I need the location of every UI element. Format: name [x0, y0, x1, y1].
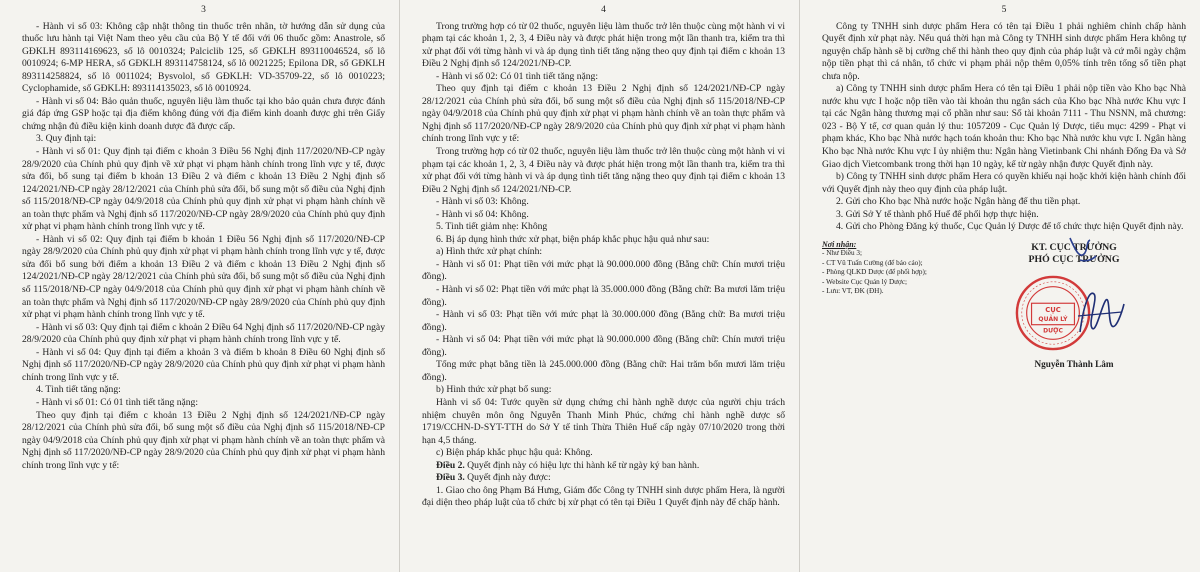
signer-name: Nguyễn Thành Lâm — [1034, 358, 1114, 369]
signature-block — [822, 240, 1186, 390]
recipient-item: - Lưu: VT, ĐK (ĐH). — [822, 287, 884, 296]
paragraph: Theo quy định tại điểm c khoản 13 Điều 2 Nghị định số 124/2021/NĐ-CP ngày 28/12/2021 của Chính phủ sửa đổi, bổ sung một số điều của Nghị định số 115/2018/NĐ-CP ngày 04/9/2018 của Chính phủ quy định xử phạt vi phạm hành chính về an toàn thực phẩm và Nghị định số 117/2020/NĐ-CP ngày 28/9/2020 của Chính phủ quy định xử phạt vi phạm hành chính trong lĩnh vực y tế: — [422, 83, 785, 145]
signer-title-1: KT. CỤC TRƯỞNG — [1031, 241, 1117, 253]
paragraph: - Hành vi số 04: Bảo quản thuốc, nguyên liệu làm thuốc tại kho bảo quản chưa được đánh giá đáp ứng GSP hoặc tại địa điểm không đúng với địa điểm kinh doanh được ghi trên Giấy chứng nhận đủ điều kiện kinh doanh dược đã được cấp. — [22, 95, 385, 132]
recipients-label: Nơi nhận: — [822, 239, 857, 249]
svg-text:QUẢN LÝ: QUẢN LÝ — [1038, 315, 1068, 323]
paragraph: 5. Tình tiết giảm nhẹ: Không — [436, 221, 548, 233]
article-3-item-1: 1. Giao cho ông Phạm Bá Hưng, Giám đốc Công ty TNHH sinh dược phẩm Hera, là người đại diện theo pháp luật của tổ chức bị xử phạt có tên tại Điều 1 Quyết định này để chấp hành. — [422, 484, 785, 509]
paragraph: Tổng mức phạt bằng tiền là 245.000.000 đồng (Bằng chữ: Hai trăm bốn mươi lăm triệu đồng). — [422, 359, 785, 383]
paragraph: Công ty TNHH sinh dược phẩm Hera có tên tại Điều 1 phải nghiêm chỉnh chấp hành Quyết định xử phạt này. Nếu quá thời hạn mà Công ty TNHH sinh dược phẩm Hera không tự nguyện chấp hành sẽ bị cưỡng chế thi hành theo quy định của pháp luật và cứ mỗi ngày chậm nộp tiền phạt thì cá nhân, tổ chức vi phạm phải nộp thêm 0,05% tính trên tổng số tiền phạt chưa nộp. — [822, 20, 1186, 82]
recipient-item: - Như Điều 3; — [822, 249, 863, 258]
paragraph: 2. Gửi cho Kho bạc Nhà nước hoặc Ngân hàng để thu tiền phạt. — [836, 196, 1081, 208]
recipient-item: - Phòng QLKD Dược (để phối hợp); — [822, 268, 927, 277]
signer-title-2: PHÓ CỤC TRƯỞNG — [1028, 254, 1120, 266]
paragraph: 4. Gửi cho Phòng Đăng ký thuốc, Cục Quản lý Dược để tổ chức thực hiện Quyết định này. — [836, 221, 1184, 233]
paragraph: - Hành vi số 02: Quy định tại điểm b khoản 1 Điều 56 Nghị định số 117/2020/NĐ-CP ngày 28/9/2020 của Chính phủ quy định xử phạt vi phạm hành chính trong lĩnh vực y tế, được sửa đổi bổ sung bởi điểm a khoản 13 Điều 2 và điểm c khoản 13 Điều 2 Nghị định số 124/2021/NĐ-CP ngày 28/12/2021 của Chính phủ sửa đổi, bổ sung một số điều của Nghị định số 115/2018/NĐ-CP ngày 04/9/2018 của Chính phủ quy định xử phạt vi phạm hành chính về an toàn thực phẩm và Nghị định số 117/2020/NĐ-CP ngày 28/9/2020 của Chính phủ quy định xử phạt vi phạm hành chính trong lĩnh vực y tế. — [22, 233, 385, 321]
recipient-item: - CT Vũ Tuấn Cường (để báo cáo); — [822, 258, 923, 267]
page-4-body — [422, 21, 785, 510]
article-3 — [422, 472, 785, 485]
paragraph: Trong trường hợp có từ 02 thuốc, nguyên liệu làm thuốc trở lên thuộc cùng một hành vi vi phạm tại các khoản 1, 2, 3, 4 Điều này và được phát hiện trong một lần thanh tra, kiểm tra thì xử phạt đối với từng hành vi và áp dụng tình tiết tăng nặng theo quy định tại điểm c khoản 13 Điều 2 Nghị định số 124/2021/NĐ-CP. — [422, 20, 785, 70]
paragraph: b) Công ty TNHH sinh dược phẩm Hera có quyền khiếu nại hoặc khởi kiện hành chính đối với Quyết định này theo quy định của pháp luật. — [822, 171, 1186, 195]
paragraph: b) Hình thức xử phạt bổ sung: — [436, 384, 552, 396]
page-3-body — [22, 21, 385, 473]
paragraph: - Hành vi số 03: Phạt tiền với mức phạt là 30.000.000 đồng (Bằng chữ: Ba mươi triệu đồng). — [422, 309, 785, 333]
paragraph: - Hành vi số 04: Phạt tiền với mức phạt là 90.000.000 đồng (Bằng chữ: Chín mươi triệu đồng). — [422, 334, 785, 358]
page-number: 4 — [601, 5, 606, 15]
article-2 — [422, 460, 785, 473]
article-2-label: Điều 2. — [436, 459, 465, 471]
paragraph: - Hành vi số 04: Quy định tại điểm a khoản 3 và điểm b khoản 8 Điều 60 Nghị định số Nghị định số 117/2020/NĐ-CP ngày 28/9/2020 của Chính phủ quy định xử phạt vi phạm hành chính trong lĩnh vực y tế. — [22, 346, 385, 383]
paragraph: - Hành vi số 01: Quy định tại điểm c khoản 3 Điều 56 Nghị định 117/2020/NĐ-CP ngày 28/9/2020 của Chính phủ quy định về xử phạt vi phạm hành chính trong lĩnh vực y tế, được sửa đổi, bổ sung tại điểm b khoản 13 Điều 2 và điểm c khoản 13 Điều 2 Nghị định số 124/2021/NĐ-CP ngày 28/12/2021 của Chính phủ sửa đổi, bổ sung một số điều của Nghị định số 115/2018/NĐ-CP ngày 04/9/2018 của Chính phủ quy định xử phạt vi phạm hành chính về an toàn thực phẩm và Nghị định số 117/2020/NĐ-CP ngày 28/9/2020 của Chính phủ quy định xử phạt vi phạm hành chính trong lĩnh vực y tế. — [22, 146, 385, 233]
paragraph: Theo quy định tại điểm c khoản 13 Điều 2 Nghị định số 124/2021/NĐ-CP ngày 28/12/2021 của Chính phủ sửa đổi, bổ sung một số điều của Nghị định số 115/2018/NĐ-CP ngày 04/9/2018 của Chính phủ quy định xử phạt vi phạm hành chính về an toàn thực phẩm và Nghị định số 117/2020/NĐ-CP ngày 28/9/2020 của Chính phủ quy định xử phạt vi phạm hành chính trong lĩnh vực y tế: — [22, 409, 385, 471]
recipients-list — [822, 240, 962, 390]
paragraph: - Hành vi số 01: Có 01 tình tiết tăng nặng: — [36, 396, 199, 408]
paragraph: 3. Gửi Sở Y tế thành phố Huế để phối hợp thực hiện. — [836, 208, 1039, 220]
paragraph: - Hành vi số 02: Phạt tiền với mức phạt là 35.000.000 đồng (Bằng chữ: Ba mươi lăm triệu đồng). — [422, 284, 785, 308]
page-5 — [800, 0, 1200, 572]
paragraph: a) Công ty TNHH sinh dược phẩm Hera có tên tại Điều 1 phải nộp tiền vào Kho bạc Nhà nước khu vực I hoặc nộp tiền vào tài khoản thu ngân sách của Kho bạc Nhà nước Khu vực I tại các Ngân hàng thương mại cổ phần như sau: Số tài khoản 7111 - Thu NSNN, mã chương: 023 - Bộ Y tế, cơ quan quản lý thu: 1057209 - Cục Quản lý Dược, tiểu mục: 4299 - Phạt vi phạm khác, Kho bạc Nhà nước hạch toán khoản thu: Kho bạc Nhà nước khu vực I. Ngân hàng Kho bạc Nhà nước Khu vực I ủy nhiệm thu: Ngân hàng Vietinbank Chi nhánh Đống Đa và Sở Giao dịch Vietcombank trong thời hạn 10 ngày, kể từ ngày nhận được Quyết định này. — [822, 83, 1186, 170]
paragraph: - Hành vi số 03: Quy định tại điểm c khoản 2 Điều 64 Nghị định số 117/2020/NĐ-CP ngày 28/9/2020 của Chính phủ quy định xử phạt vi phạm hành chính trong lĩnh vực y tế. — [22, 321, 385, 346]
paragraph: a) Hình thức xử phạt chính: — [436, 246, 543, 258]
recipient-item: - Website Cục Quản lý Dược; — [822, 277, 908, 286]
paragraph: Trong trường hợp có từ 02 thuốc, nguyên liệu làm thuốc trở lên thuộc cùng một hành vi vi phạm tại các khoản 1, 2, 3, 4 Điều này và được phát hiện trong một lần thanh tra, kiểm tra thì xử phạt đối với từng hành vi và áp dụng tình tiết tăng nặng theo quy định tại điểm c khoản 13 Điều 2 Nghị định số 124/2021/NĐ-CP. — [422, 146, 785, 195]
paragraph: Hành vi số 04: Tước quyền sử dụng chứng chỉ hành nghề dược của người chịu trách nhiệm chuyên môn ông Nguyễn Thanh Minh Phúc, chứng chỉ hành nghề dược số 1719/CCHN-D-SYT-TTH do Sở Y tế tỉnh Thừa Thiên Huế cấp ngày 07/10/2020 trong thời hạn 4,5 tháng. — [422, 396, 785, 446]
paragraph: - Hành vi số 01: Phạt tiền với mức phạt là 90.000.000 đồng (Bằng chữ: Chín mươi triệu đồng). — [422, 258, 785, 283]
paragraph: 3. Quy định tại: — [36, 133, 97, 145]
signer — [962, 240, 1186, 390]
page-number: 5 — [1001, 5, 1007, 15]
paragraph: - Hành vi số 04: Không. — [436, 208, 529, 220]
svg-text:DƯỢC: DƯỢC — [1043, 327, 1063, 335]
remedy-line: c) Biện pháp khắc phục hậu quả: Không. — [436, 447, 593, 459]
article-3-label: Điều 3. — [436, 472, 465, 484]
paragraph: - Hành vi số 03: Không cập nhật thông tin thuốc trên nhãn, tờ hướng dẫn sử dụng của thuốc lưu hành tại Việt Nam theo yêu cầu của Bộ Y tế đối với 06 thuốc gồm: Anastrole, số GĐKLH 893114169623, số lô 0010324; Palciclib 125, số GĐKLH 893110046524, số lô 0010924; 6-MP HERA, số GĐKLH 893114758124, số lô 0021225; Epilona DR, số GĐKLH 893114258824, số lô 0011024; Bysvolol, số GĐKLH: VD-35709-22, số lô 0010223; Cyclophamide, số GĐKLH: 893114135023, số lô 0010924. — [22, 20, 385, 95]
paragraph: - Hành vi số 02: Có 01 tình tiết tăng nặng: — [436, 70, 599, 82]
page-5-body — [822, 21, 1186, 234]
svg-text:CỤC: CỤC — [1045, 305, 1061, 314]
paragraph: 6. Bị áp dụng hình thức xử phạt, biện pháp khắc phục hậu quả như sau: — [436, 233, 710, 245]
page-3 — [0, 0, 400, 572]
paragraph: 4. Tình tiết tăng nặng: — [36, 384, 121, 396]
handwritten-signature — [1074, 282, 1128, 342]
article-2-text: Quyết định này có hiệu lực thi hành kể từ ngày ký ban hành. — [464, 459, 700, 471]
handwritten-initials — [1062, 230, 1102, 270]
article-3-text: Quyết định này được: — [464, 472, 551, 484]
page-number: 3 — [201, 5, 206, 15]
paragraph: - Hành vi số 03: Không. — [436, 196, 529, 208]
page-4 — [400, 0, 800, 572]
